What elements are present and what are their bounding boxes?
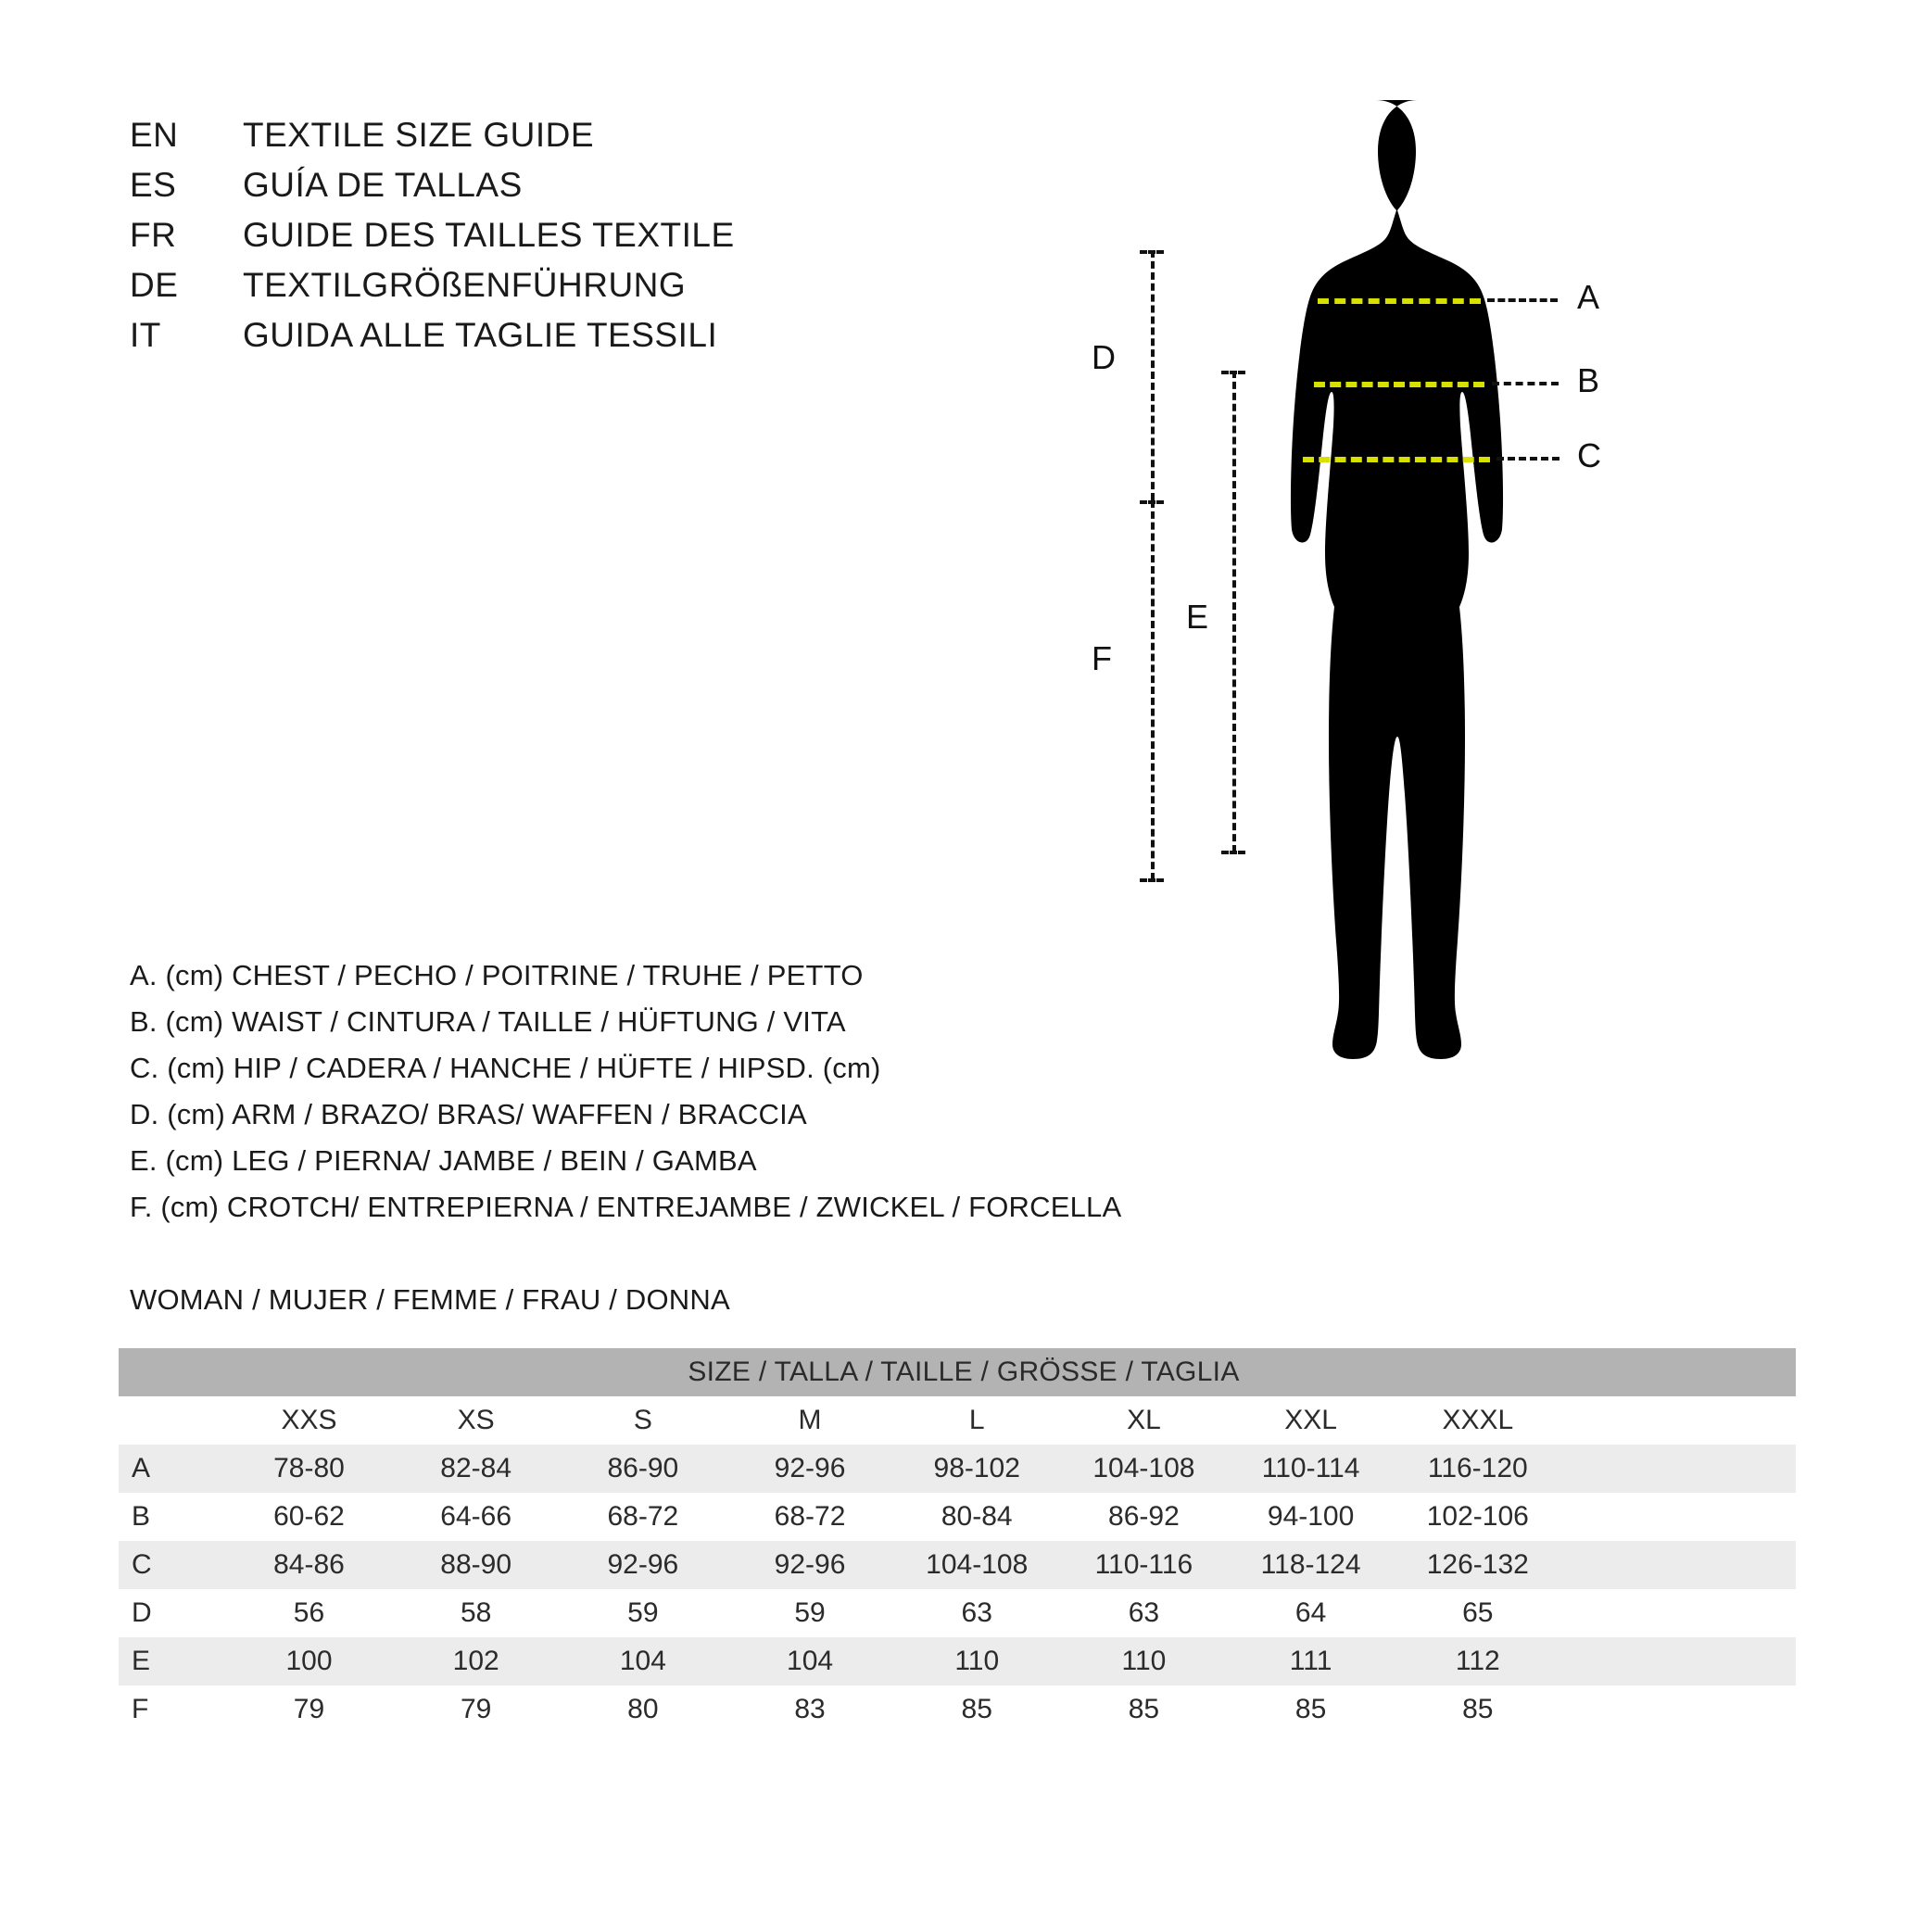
cell-c-xxl: 118-124 <box>1228 1541 1395 1589</box>
cell-d-xxs: 56 <box>225 1589 392 1637</box>
cell-f-xxs: 79 <box>225 1685 392 1734</box>
size-col-xl: XL <box>1060 1396 1227 1445</box>
title-row <box>130 216 735 266</box>
cell-b-m: 68-72 <box>726 1493 893 1541</box>
title-text-de: TEXTILGRÖßENFÜHRUNG <box>243 266 687 304</box>
cell-a-m: 92-96 <box>726 1445 893 1493</box>
size-col-xxs: XXS <box>225 1396 392 1445</box>
marker-label-c: C <box>1577 436 1601 474</box>
table-col-spacer <box>1561 1493 1796 1541</box>
marker-label-b: B <box>1577 361 1600 399</box>
table-row <box>119 1493 1796 1541</box>
cell-e-l: 110 <box>893 1637 1060 1685</box>
title-lang-it: IT <box>130 316 161 354</box>
legend-row-c: C. (cm) HIP / CADERA / HANCHE / HÜFTE / HIPSD. (cm) <box>130 1052 881 1084</box>
title-lang-de: DE <box>130 266 179 304</box>
legend-block <box>130 959 1121 1237</box>
title-text-fr: GUIDE DES TAILLES TEXTILE <box>243 216 735 254</box>
title-block <box>130 116 735 366</box>
hip-leader-line <box>1496 457 1559 461</box>
cell-a-xl: 104-108 <box>1060 1445 1227 1493</box>
cell-a-xxxl: 116-120 <box>1395 1445 1561 1493</box>
title-lang-fr: FR <box>130 216 177 254</box>
table-row <box>119 1445 1796 1493</box>
size-table <box>119 1348 1796 1734</box>
cell-e-m: 104 <box>726 1637 893 1685</box>
cell-b-s: 68-72 <box>560 1493 726 1541</box>
size-col-s: S <box>560 1396 726 1445</box>
row-key-c: C <box>119 1541 225 1589</box>
title-lang-en: EN <box>130 116 179 154</box>
waist-leader-line <box>1492 382 1559 385</box>
table-row <box>119 1541 1796 1589</box>
marker-label-a: A <box>1577 278 1600 316</box>
hip-measure-line <box>1303 457 1490 462</box>
title-text-it: GUIDA ALLE TAGLIE TESSILI <box>243 316 718 354</box>
cell-a-xs: 82-84 <box>393 1445 560 1493</box>
cell-d-l: 63 <box>893 1589 1060 1637</box>
legend-row-b: B. (cm) WAIST / CINTURA / TAILLE / HÜFTUNG / VITA <box>130 1005 846 1038</box>
leg-dimension-cap-top <box>1221 371 1245 374</box>
cell-c-s: 92-96 <box>560 1541 726 1589</box>
cell-c-xs: 88-90 <box>393 1541 560 1589</box>
cell-e-xxl: 111 <box>1228 1637 1395 1685</box>
title-row <box>130 116 735 166</box>
cell-b-xxl: 94-100 <box>1228 1493 1395 1541</box>
cell-b-l: 80-84 <box>893 1493 1060 1541</box>
cell-d-s: 59 <box>560 1589 726 1637</box>
leg-dimension-cap-bottom <box>1221 851 1245 854</box>
title-text-es: GUÍA DE TALLAS <box>243 166 523 204</box>
cell-c-m: 92-96 <box>726 1541 893 1589</box>
chest-measure-line <box>1318 298 1481 304</box>
row-key-f: F <box>119 1685 225 1734</box>
waist-measure-line <box>1314 382 1484 387</box>
table-col-spacer <box>1561 1637 1796 1685</box>
crotch-dimension-line <box>1151 500 1155 880</box>
dimension-label-d: D <box>1092 338 1116 376</box>
cell-a-xxs: 78-80 <box>225 1445 392 1493</box>
cell-a-s: 86-90 <box>560 1445 726 1493</box>
cell-c-xl: 110-116 <box>1060 1541 1227 1589</box>
cell-e-xl: 110 <box>1060 1637 1227 1685</box>
cell-e-s: 104 <box>560 1637 726 1685</box>
cell-c-xxs: 84-86 <box>225 1541 392 1589</box>
table-col-spacer <box>1561 1396 1796 1445</box>
cell-b-xxs: 60-62 <box>225 1493 392 1541</box>
cell-d-xxxl: 65 <box>1395 1589 1561 1637</box>
cell-d-m: 59 <box>726 1589 893 1637</box>
size-col-xxxl: XXXL <box>1395 1396 1561 1445</box>
dimension-label-e: E <box>1186 598 1209 636</box>
cell-b-xxxl: 102-106 <box>1395 1493 1561 1541</box>
table-row-sizes <box>119 1396 1796 1445</box>
arm-dimension-cap-top <box>1140 250 1164 254</box>
table-col-spacer <box>1561 1445 1796 1493</box>
leg-dimension-line <box>1232 371 1236 852</box>
cell-f-xxxl: 85 <box>1395 1685 1561 1734</box>
cell-d-xl: 63 <box>1060 1589 1227 1637</box>
group-label: WOMAN / MUJER / FEMME / FRAU / DONNA <box>130 1283 730 1316</box>
row-key-b: B <box>119 1493 225 1541</box>
row-key-blank <box>119 1396 225 1445</box>
cell-f-xs: 79 <box>393 1685 560 1734</box>
title-row <box>130 316 735 366</box>
legend-row-a: A. (cm) CHEST / PECHO / POITRINE / TRUHE / PETTO <box>130 959 864 991</box>
cell-a-xxl: 110-114 <box>1228 1445 1395 1493</box>
woman-silhouette-icon <box>1279 93 1557 1167</box>
cell-f-s: 80 <box>560 1685 726 1734</box>
cell-a-l: 98-102 <box>893 1445 1060 1493</box>
cell-e-xxxl: 112 <box>1395 1637 1561 1685</box>
title-text-en: TEXTILE SIZE GUIDE <box>243 116 595 154</box>
cell-c-xxxl: 126-132 <box>1395 1541 1561 1589</box>
cell-b-xl: 86-92 <box>1060 1493 1227 1541</box>
table-col-spacer <box>1561 1541 1796 1589</box>
size-col-l: L <box>893 1396 1060 1445</box>
cell-d-xs: 58 <box>393 1589 560 1637</box>
title-row <box>130 266 735 316</box>
dimension-label-f: F <box>1092 639 1112 677</box>
title-lang-es: ES <box>130 166 177 204</box>
table-row <box>119 1685 1796 1734</box>
cell-f-l: 85 <box>893 1685 1060 1734</box>
chest-leader-line <box>1487 298 1558 302</box>
cell-b-xs: 64-66 <box>393 1493 560 1541</box>
crotch-dimension-cap-bottom <box>1140 878 1164 882</box>
cell-f-xxl: 85 <box>1228 1685 1395 1734</box>
table-header-label: SIZE / TALLA / TAILLE / GRÖSSE / TAGLIA <box>119 1348 1796 1396</box>
size-col-xxl: XXL <box>1228 1396 1395 1445</box>
cell-e-xxs: 100 <box>225 1637 392 1685</box>
table-col-spacer <box>1561 1685 1796 1734</box>
legend-row-f: F. (cm) CROTCH/ ENTREPIERNA / ENTREJAMBE / ZWICKEL / FORCELLA <box>130 1191 1122 1223</box>
cell-e-xs: 102 <box>393 1637 560 1685</box>
row-key-d: D <box>119 1589 225 1637</box>
size-col-xs: XS <box>393 1396 560 1445</box>
cell-f-xl: 85 <box>1060 1685 1227 1734</box>
cell-d-xxl: 64 <box>1228 1589 1395 1637</box>
table-row <box>119 1637 1796 1685</box>
table-header-banner <box>119 1348 1796 1396</box>
row-key-a: A <box>119 1445 225 1493</box>
row-key-e: E <box>119 1637 225 1685</box>
legend-row-d: D. (cm) ARM / BRAZO/ BRAS/ WAFFEN / BRACCIA <box>130 1098 807 1130</box>
cell-f-m: 83 <box>726 1685 893 1734</box>
table-row <box>119 1589 1796 1637</box>
table-col-spacer <box>1561 1589 1796 1637</box>
size-col-m: M <box>726 1396 893 1445</box>
cell-c-l: 104-108 <box>893 1541 1060 1589</box>
measurement-figure <box>1092 93 1825 1186</box>
arm-dimension-line <box>1151 250 1155 500</box>
legend-row-e: E. (cm) LEG / PIERNA/ JAMBE / BEIN / GAMBA <box>130 1144 757 1177</box>
title-row <box>130 166 735 216</box>
